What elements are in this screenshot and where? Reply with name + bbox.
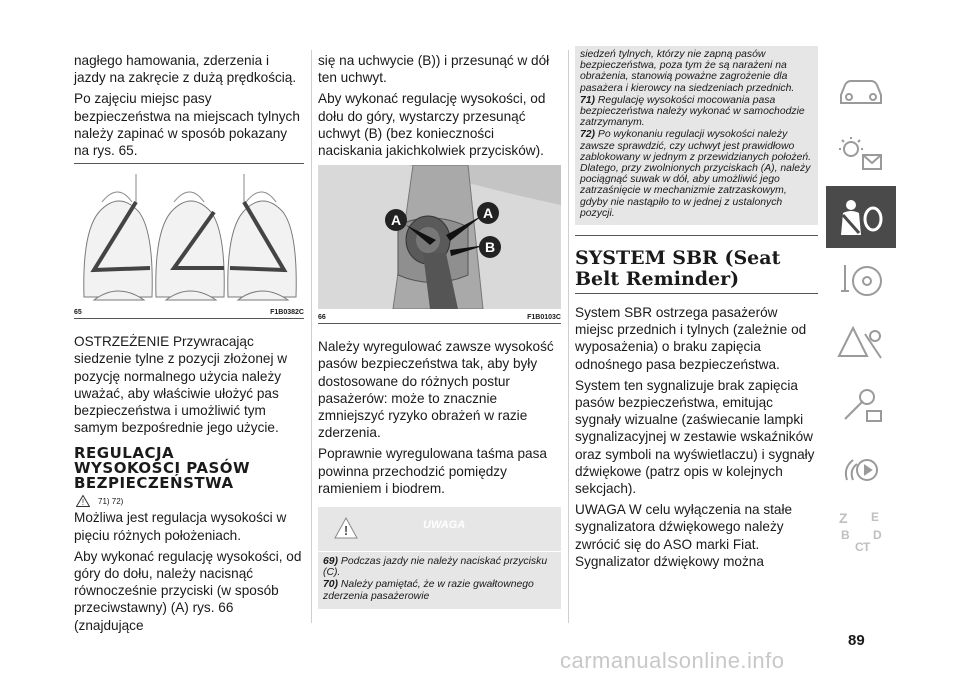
column-3 xyxy=(575,0,818,574)
svg-text:B: B xyxy=(841,528,850,542)
tab-index[interactable] xyxy=(826,501,896,563)
section-heading: REGULACJA WYSOKOŚCI PASÓW BEZPIECZEŃSTWA xyxy=(74,444,251,493)
svg-text:E: E xyxy=(871,510,880,524)
chapter-sidebar xyxy=(826,60,896,564)
svg-text:!: ! xyxy=(343,523,349,539)
svg-text:C: C xyxy=(855,540,864,554)
paragraph: Po zajęciu miejsc pasy bezpieczeństwa na miejscach tylnych należy zapinać w sposób pokazany na rys. 65. xyxy=(74,91,300,159)
paragraph: się na uchwycie (B)) i przesunąć w dół ten uchwyt. xyxy=(318,53,550,86)
figure-65 xyxy=(74,163,304,319)
paragraph: System ten sygnalizuje brak zapięcia pasów bezpieczeństwa, emitując sygnały wizualne (zaświecanie lampki sygnalizacyjnej w zestawie wskaźników oraz symboli na wyświetlaczu) i sygnały dźwiękowe (patrz opis w kolejnych sekcjach). xyxy=(575,377,815,497)
figure-66 xyxy=(318,165,561,324)
svg-text:!: ! xyxy=(81,498,85,508)
warning-box-continued: siedzeń tylnych, którzy nie zapną pasów bezpieczeństwa, poza tym że są narażeni na obrażenia, stanowią poważne zagrożenie dla pasażera i kierowcy na siedzeniach przednich. 71) Regulację wysokości mocowania pasa bezpieczeństwa należy wykonać w samochodzie zatrzymanym. 72) Po wykonaniu regulacji wysokości należy zawsze sprawdzić, czy uchwyt jest prawidłowo zablokowany w jednym z przewidzianych położeń. Dlatego, przy zwolnionych przyciskach (A), należy pociągnąć suwak w dół, aby umożliwić jego zatrzaśnięcie w mechanizmie zatrzaskowym, gdyby nie nastąpiło to w jednej z ustalonych pozycji. xyxy=(575,46,818,225)
label-b: B xyxy=(484,239,496,256)
warning-triangle-icon xyxy=(837,324,885,362)
section-heading-sbr: SYSTEM SBR (Seat Belt Reminder) xyxy=(575,247,781,291)
svg-text:T: T xyxy=(863,540,871,554)
svg-text:Z: Z xyxy=(839,510,848,526)
paragraph: Aby wykonać regulację wysokości, od góry do dołu, należy nacisnąć równocześnie przyciski (w sposób przeciwstawny) (A) rys. 66 (znajdujące xyxy=(74,548,302,633)
tab-multimedia[interactable] xyxy=(826,438,896,500)
paragraph: Aby wykonać regulację wysokości, od dołu do góry, wystarczy przesunąć uchwyt (B) (bez konieczności naciskania jakichkolwiek przycisków). xyxy=(318,91,546,159)
paragraph: Możliwa jest regulacja wysokości w pięciu różnych położeniach. xyxy=(74,510,287,543)
tab-emergency[interactable] xyxy=(826,312,896,374)
tab-car[interactable] xyxy=(826,60,896,122)
figure-code: F1B0103C xyxy=(527,314,561,322)
key-steering-icon xyxy=(837,261,885,299)
wrench-icon xyxy=(837,387,885,425)
warning-triangle-icon xyxy=(334,517,358,539)
page-number: 89 xyxy=(848,632,865,649)
figure-number: 66 xyxy=(318,314,326,322)
label-a-left: A xyxy=(390,212,402,229)
seatbelt-airbag-icon xyxy=(837,197,885,237)
label-a-right: A xyxy=(482,205,494,222)
warning-triangle-icon xyxy=(76,495,90,507)
uwaga-title: UWAGA xyxy=(423,519,466,532)
paragraph: Poprawnie wyregulowana taśma pasa powinna przechodzić pomiędzy ramieniem i biodrem. xyxy=(318,446,547,496)
tab-maintenance[interactable] xyxy=(826,375,896,437)
paragraph: UWAGA W celu wyłączenia na stałe sygnalizatora dźwiękowego należy zwrócić się do ASO marki Fiat. Sygnalizator dźwiękowy można xyxy=(575,502,793,569)
figure-code: F1B0382C xyxy=(270,309,304,317)
column-1 xyxy=(74,0,304,638)
rear-seats-seatbelts-illustration xyxy=(74,172,304,312)
tab-dashboard[interactable] xyxy=(826,123,896,185)
index-letters-icon xyxy=(833,509,889,555)
uwaga-box-header xyxy=(318,507,561,551)
svg-text:D: D xyxy=(873,528,882,542)
tab-safety[interactable] xyxy=(826,186,896,248)
uwaga-box-body: 69) Podczas jazdy nie należy naciskać przycisku (C). 70) Należy pamiętać, że w razie gwałtownego zderzenia pasażerowie xyxy=(318,551,561,609)
car-icon xyxy=(837,75,885,107)
watermark: carmanualsonline.info xyxy=(560,648,785,673)
column-2 xyxy=(318,0,561,609)
paragraph: OSTRZEŻENIE Przywracając siedzenie tylne z pozycji złożonej w pozycję normalnego użycia należy uważać, aby właściwie ułożyć pas bezpieczeństwa i umożliwić tym samym bezpośrednie jego użycie. xyxy=(74,334,288,436)
seatbelt-height-adjuster-illustration xyxy=(318,165,561,309)
dashboard-lights-icon xyxy=(837,135,885,173)
figure-number: 65 xyxy=(74,309,82,317)
paragraph: Należy wyregulować zawsze wysokość pasów bezpieczeństwa tak, aby były dostosowane do różnych postur pasażerów: może to znacznie zmniejszyć ryzyko obrażeń w razie zderzenia. xyxy=(318,339,554,441)
paragraph: System SBR ostrzega pasażerów miejsc przednich i tylnych (zależnie od wyposażenia) o braku zapięcia odnośnego pasa bezpieczeństwa. xyxy=(575,305,807,372)
multimedia-icon xyxy=(837,450,885,488)
paragraph: nagłego hamowania, zderzenia i jazdy na zakręcie z dużą prędkością. xyxy=(74,53,297,86)
warning-refs: ! 71) 72) xyxy=(74,493,304,509)
tab-starting[interactable] xyxy=(826,249,896,311)
